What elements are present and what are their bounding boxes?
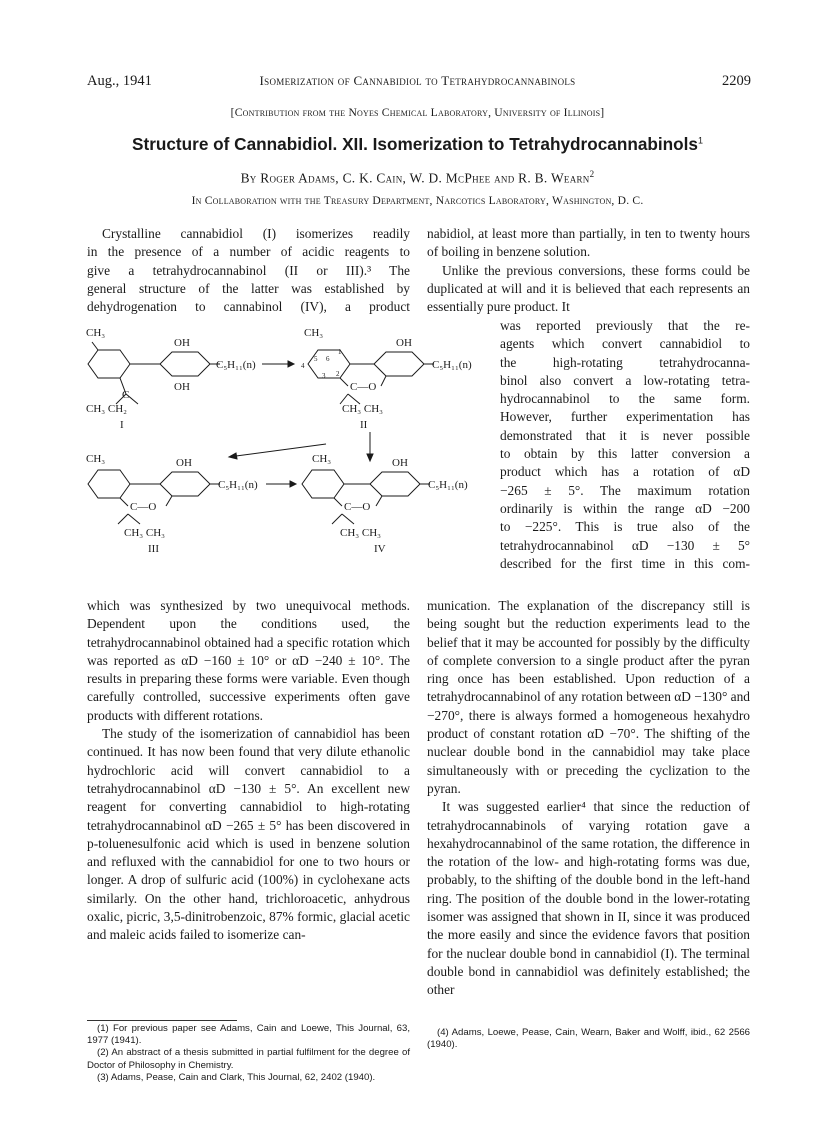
narrow-line: binol also convert a low-rotating tetra- bbox=[500, 372, 750, 388]
intro-line: in the presence of a number of acidic reagents to bbox=[87, 244, 410, 260]
ring-number: 3 bbox=[322, 372, 326, 380]
paragraph-2: The study of the isomerization of cannabidiol has been continued. It has now been found that very dilute ethanolic hydrochloric acid will convert cannabidiol to a tetrahydrocannabinol αD −130 ± 5°. An excellent new reagent for converting cannabidiol to high-rotating tetrahydrocannabinol αD −265 ± 5° has been discovered in p-toluenesulfonic acid which is used in benzene solution and refluxed with the cannabidiol for one to two hours or longer. A drop of sulfuric acid (100%) in cyclohexane acts similarly. On the other hand, trichloroacetic, anhydrous oxalic, picric, 3,5-dinitrobenzoic, 87% formic, glacial acetic and maleic acids failed to isomerize can- bbox=[87, 726, 410, 943]
compound-label-III: III bbox=[148, 543, 159, 555]
label-ch3-ch3: CH₃ CH₃ bbox=[340, 527, 381, 539]
compound-label-II: II bbox=[360, 419, 368, 431]
label-ch3: CH₃ bbox=[86, 327, 106, 339]
paragraph-3-continued: munication. The explanation of the discrepancy still is being sought but the reduction experiments lead to the belief that it may be accounted for possibly by the difficulty of complete conversion to a single product after the pyran ring once has been established. Upon reduction of a tetrahydrocannabinol of any rotation between αD −130° and −270°, there is always formed a homogeneous hexahydro product of constant rotation αD −70°. The shifting of the nuclear double bond in the cannabidiol may take place simultaneously with or preceding the cyclization to the pyran. bbox=[427, 598, 750, 796]
paragraph-3-start: Unlike the previous conversions, these forms could be duplicated at will and it is believed that each represents an essentially pure product. It bbox=[427, 262, 750, 315]
intro-line: general structure of the latter was established by bbox=[87, 280, 410, 296]
narrow-line: However, further experimentation has bbox=[500, 409, 750, 425]
label-oh: OH bbox=[174, 381, 190, 393]
footnote-rule bbox=[87, 1020, 237, 1021]
ring-number: 4 bbox=[301, 362, 305, 370]
article-title bbox=[0, 134, 835, 155]
label-ch3-ch3: CH₃ CH₃ bbox=[342, 403, 383, 415]
article-title-text: Structure of Cannabidiol. XII. Isomerization to Tetrahydrocannabinols bbox=[132, 134, 698, 154]
right-column-narrow bbox=[500, 317, 750, 573]
narrow-line: was reported previously that the re- bbox=[500, 318, 750, 333]
left-column-body bbox=[87, 597, 410, 945]
ring-I-left bbox=[88, 350, 130, 378]
collaboration-line: In Collaboration with the Treasury Department, Narcotics Laboratory, Washington, D. C. bbox=[191, 194, 644, 207]
page-number: 2209 bbox=[722, 73, 751, 89]
ring-III-left bbox=[88, 470, 130, 498]
paragraph-4: It was suggested earlier⁴ that since the reduction of tetrahydrocannabinols of varying rotation gave a hexahydrocannabinol of the same rotation, the difference in the rotation of the low- and high-rotating forms was due, probably, to the shifting of the double bond in the left-hand ring. The position of the double bond in the lower-rotating isomer was assigned that shown in II, since it was produced the more easily and since the evidence favors that position for the nuclear double bond in cannabidiol (I). The terminal double bond in cannabidiol was definitely established; the other bbox=[427, 799, 750, 998]
running-header-date: Aug., 1941 bbox=[87, 73, 152, 89]
contribution-line: [Contribution from the Noyes Chemical Laboratory, University of Illinois] bbox=[230, 106, 605, 119]
reaction-scheme bbox=[86, 324, 486, 594]
label-ch3: CH₃ bbox=[312, 453, 332, 465]
ring-I-right bbox=[160, 352, 210, 376]
narrow-line: tetrahydrocannabinol αD −130 ± 5° bbox=[500, 537, 750, 553]
ring-II-right bbox=[374, 352, 424, 376]
author-line bbox=[0, 169, 835, 186]
author-footnote-ref: 2 bbox=[589, 169, 595, 179]
label-oh: OH bbox=[392, 457, 408, 469]
narrow-line: agents which convert cannabidiol to bbox=[500, 336, 750, 352]
running-header-title: Isomerization of Cannabidiol to Tetrahydrocannabinols bbox=[259, 73, 576, 88]
label-ch3-ch2: CH₃ CH₂ bbox=[86, 403, 127, 415]
right-column-top bbox=[427, 225, 750, 316]
compound-label-I: I bbox=[120, 419, 124, 431]
paragraph-1-continued: which was synthesized by two unequivocal methods. Dependent upon the conditions used, the tetrahydrocannabinol obtained had a specific rotation which was reported as αD −160 ± 10° or αD −240 ± 10°. The results in preparing these forms were variable. Even though carefully controlled, successive experiments often gave products with different rotations. bbox=[87, 598, 410, 723]
title-footnote-ref: 1 bbox=[697, 135, 703, 146]
left-column-intro bbox=[87, 225, 410, 316]
narrow-line: the high-rotating tetrahydrocanna- bbox=[500, 354, 750, 370]
label-ch3: CH₃ bbox=[86, 453, 106, 465]
intro-line: give a tetrahydrocannabinol (II or III).³ The bbox=[87, 262, 410, 278]
narrow-line: ordinarily is within the range αD −200 bbox=[500, 500, 750, 516]
ring-number: 1 bbox=[338, 348, 342, 356]
label-c-o: C—O bbox=[344, 501, 371, 513]
label-c5h11: C₅H₁₁(n) bbox=[216, 359, 256, 371]
narrow-line: described for the first time in this com- bbox=[500, 555, 750, 571]
label-oh: OH bbox=[396, 337, 412, 349]
label-ch3: CH₃ bbox=[304, 327, 324, 339]
intro-line: Crystalline cannabidiol (I) isomerizes readily bbox=[102, 226, 410, 241]
narrow-line: product which has a rotation of αD bbox=[500, 464, 750, 480]
label-oh: OH bbox=[174, 337, 190, 349]
label-c-o: C—O bbox=[130, 501, 157, 513]
compound-label-IV: IV bbox=[374, 543, 386, 555]
ring-number: 6 bbox=[326, 355, 330, 363]
narrow-line: to obtain by this latter conversion a bbox=[500, 446, 750, 462]
label-c-o: C—O bbox=[350, 381, 377, 393]
label-c5h11: C₅H₁₁(n) bbox=[432, 359, 472, 371]
paragraph-1-end: nabidiol, at least more than partially, in ten to twenty hours of boiling in benzene solution. bbox=[427, 226, 750, 260]
author-line-text: By Roger Adams, C. K. Cain, W. D. McPhee and R. B. Wearn bbox=[240, 170, 590, 186]
ring-III-right bbox=[160, 472, 210, 496]
label-c5h11: C₅H₁₁(n) bbox=[428, 479, 468, 491]
label-c5h11: C₅H₁₁(n) bbox=[218, 479, 258, 491]
narrow-line: demonstrated that it is never possible bbox=[500, 427, 750, 443]
narrow-line: hydrocannabinol to the same form. bbox=[500, 391, 750, 407]
narrow-line: −265 ± 5°. The maximum rotation bbox=[500, 482, 750, 498]
footnote-2: (2) An abstract of a thesis submitted in partial fulfilment for the degree of Doctor of Philosophy in Chemistry. bbox=[87, 1047, 410, 1071]
right-column-body bbox=[427, 597, 750, 1000]
label-c: C bbox=[122, 389, 130, 401]
footnote-4: (4) Adams, Loewe, Pease, Cain, Wearn, Baker and Wolff, ibid., 62 2566 (1940). bbox=[427, 1027, 750, 1051]
ring-IV-left bbox=[302, 470, 344, 498]
footnote-3: (3) Adams, Pease, Cain and Clark, This Journal, 62, 2402 (1940). bbox=[97, 1071, 376, 1083]
footnotes-left bbox=[87, 1023, 410, 1084]
footnote-1: (1) For previous paper see Adams, Cain and Loewe, This Journal, 63, 1977 (1941). bbox=[87, 1023, 410, 1047]
ring-number: 2 bbox=[336, 370, 340, 378]
ring-number: 5 bbox=[314, 355, 318, 363]
label-oh: OH bbox=[176, 457, 192, 469]
intro-line: dehydrogenation to cannabinol (IV), a product bbox=[87, 299, 410, 315]
label-ch3-ch3: CH₃ CH₃ bbox=[124, 527, 165, 539]
narrow-line: to −225°. This is true also of the bbox=[500, 519, 750, 535]
ring-IV-right bbox=[370, 472, 420, 496]
footnotes-right bbox=[427, 1027, 750, 1051]
